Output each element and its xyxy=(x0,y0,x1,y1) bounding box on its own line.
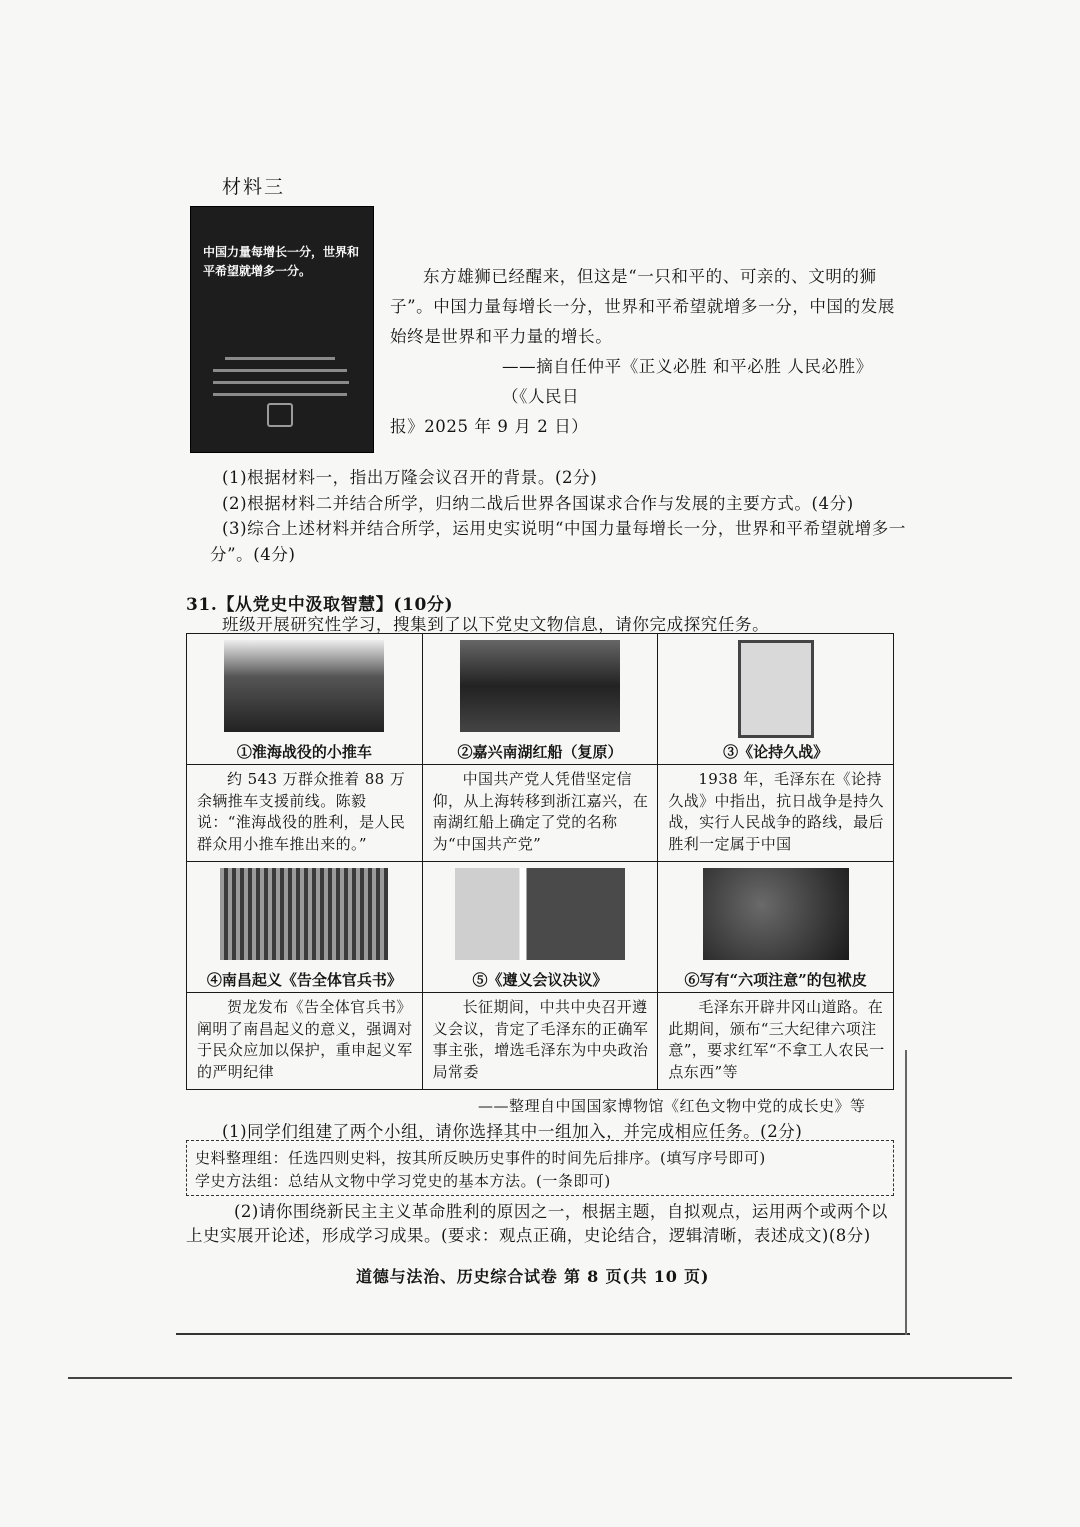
emblem-icon xyxy=(267,403,293,427)
question-30-3: (3)综合上述材料并结合所学，运用史实说明“中国力量每增长一分，世界和平希望就增多一分”。(4分) xyxy=(210,519,907,564)
page-footer: 道德与法治、历史综合试卷 第 8 页(共 10 页) xyxy=(356,1267,710,1286)
question-30-2: (2)根据材料二并结合所学，归纳二战后世界各国谋求合作与发展的主要方式。(4分) xyxy=(222,494,854,513)
poster-slogan: 中国力量每增长一分，世界和平希望就增多一分。 xyxy=(203,245,360,278)
poster-line xyxy=(213,393,347,396)
group-option-2: 学史方法组：总结从文物中学习党史的基本方法。(一条即可) xyxy=(195,1172,611,1190)
cart-photo-icon xyxy=(224,640,384,732)
question-31-intro: 班级开展研究性学习，搜集到了以下党史文物信息，请你完成探究任务。 xyxy=(222,615,770,634)
relic-desc: 约 543 万群众推着 88 万余辆推车支援前线。陈毅说：“淮海战役的胜利，是人民群众用小推车推出来的。” xyxy=(187,765,423,862)
relic-caption: ②嘉兴南湖红船（复原） xyxy=(457,743,623,761)
divider xyxy=(905,1050,907,1335)
question-30-1: (1)根据材料一，指出万隆会议召开的背景。(2分) xyxy=(222,468,598,487)
relic-cell-4 xyxy=(187,862,423,993)
resolution-photo-icon xyxy=(455,868,625,960)
relic-table xyxy=(186,633,894,1090)
relic-caption: ⑤《遵义会议决议》 xyxy=(472,971,608,989)
boat-photo-icon xyxy=(460,640,620,732)
divider xyxy=(176,1333,910,1335)
relic-desc: 毛泽东开辟井冈山道路。在此期间，颁布“三大纪律六项注意”，要求红军“不拿工人农民一点东西”等 xyxy=(658,993,894,1090)
material-title: 材料三 xyxy=(222,176,286,198)
relic-caption: ⑥写有“六项注意”的包袱皮 xyxy=(684,971,867,989)
source-line-2: 报》2025 年 9 月 2 日） xyxy=(390,417,589,436)
relic-desc: 长征期间，中共中央召开遵义会议，肯定了毛泽东的正确军事主张，增选毛泽东为中央政治局常委 xyxy=(422,993,658,1090)
relic-desc: 中国共产党人凭借坚定信仰，从上海转移到浙江嘉兴，在南湖红船上确定了党的名称为“中国共产党” xyxy=(422,765,658,862)
document-photo-icon xyxy=(220,868,388,960)
question-31-1: (1)同学们组建了两个小组，请你选择其中一组加入，并完成相应任务。(2分) xyxy=(222,1122,803,1141)
relic-cell-6 xyxy=(658,862,894,993)
question-31-2: (2)请你围绕新民主主义革命胜利的原因之一，根据主题，自拟观点，运用两个或两个以上史实展开论述，形成学习成果。(要求：观点正确，史论结合，逻辑清晰，表述成文)(8分) xyxy=(186,1202,888,1245)
divider xyxy=(68,1377,1012,1379)
relic-desc: 1938 年，毛泽东在《论持久战》中指出，抗日战争是持久战，实行人民战争的路线，最后胜利一定属于中国 xyxy=(658,765,894,862)
relic-cell-3 xyxy=(658,634,894,765)
relic-caption: ①淮海战役的小推车 xyxy=(236,743,372,761)
relic-cell-1 xyxy=(187,634,423,765)
material-source xyxy=(390,352,900,442)
relic-caption: ③《论持久战》 xyxy=(723,743,829,761)
poster-image xyxy=(190,206,374,453)
group-options-box xyxy=(186,1140,894,1196)
relic-cell-5 xyxy=(422,862,658,993)
poster-line xyxy=(213,381,349,384)
material-quote: 东方雄狮已经醒来，但这是“一只和平的、可亲的、文明的狮子”。中国力量每增长一分，世界和平希望就增多一分，中国的发展始终是世界和平力量的增长。 xyxy=(390,267,895,346)
group-option-1: 史料整理组：任选四则史料，按其所反映历史事件的时间先后排序。(填写序号即可) xyxy=(195,1149,766,1167)
poster-line xyxy=(213,369,347,372)
relic-caption: ④南昌起义《告全体官兵书》 xyxy=(206,971,402,989)
book-photo-icon xyxy=(738,640,814,738)
question-31-heading: 31.【从党史中汲取智慧】(10分) xyxy=(186,595,454,615)
relic-cell-2 xyxy=(422,634,658,765)
cloth-photo-icon xyxy=(703,868,849,960)
relic-desc: 贺龙发布《告全体官兵书》阐明了南昌起义的意义，强调对于民众应加以保护，重申起义军的严明纪律 xyxy=(187,993,423,1090)
source-note: ——整理自中国国家博物馆《红色文物中党的成长史》等 xyxy=(478,1097,866,1115)
source-line-1: ——摘自任仲平《正义必胜 和平必胜 人民必胜》（《人民日 xyxy=(502,357,873,406)
poster-line xyxy=(225,357,335,360)
